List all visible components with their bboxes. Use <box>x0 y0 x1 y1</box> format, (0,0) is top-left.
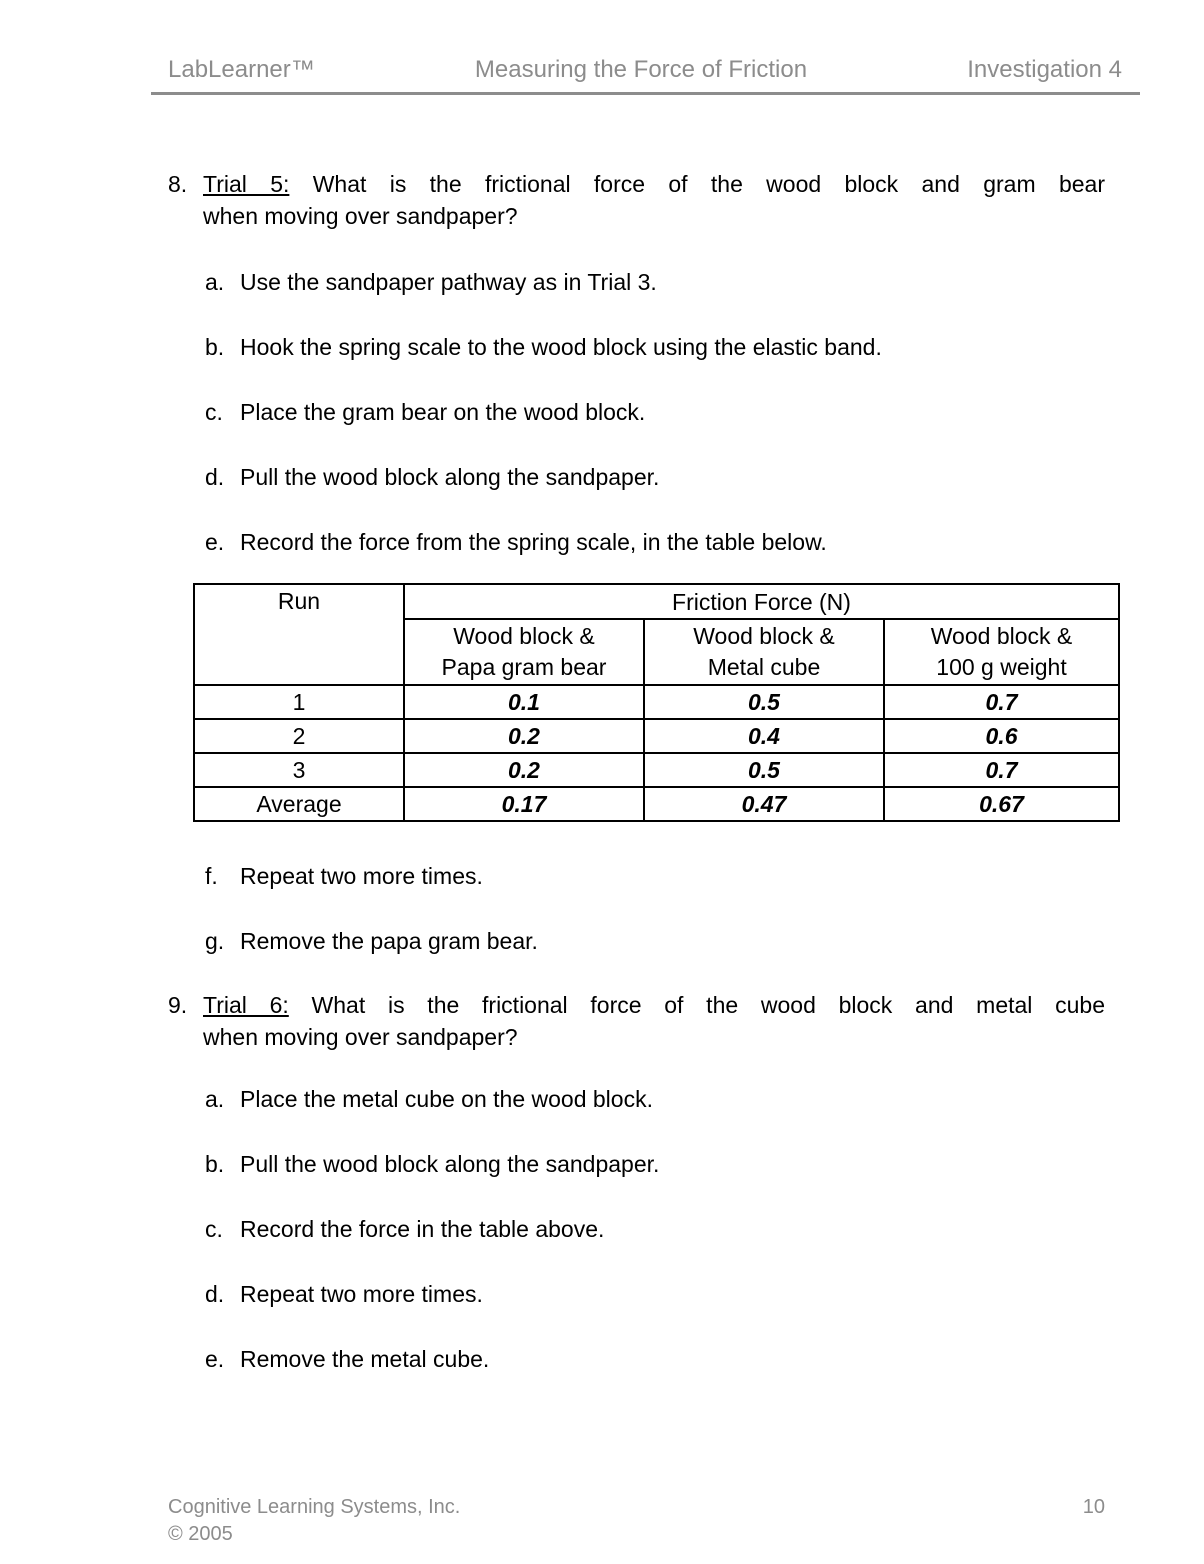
page-footer <box>168 1494 1105 1548</box>
step-9a <box>205 1083 1105 1115</box>
question-9-text <box>203 989 1105 1053</box>
question-9-trial-label: Trial 6: <box>203 992 289 1018</box>
step-9e-letter: e. <box>205 1346 225 1372</box>
step-8e-letter: e. <box>205 529 225 555</box>
question-8-steps <box>205 266 1105 558</box>
table-row-average <box>194 787 1119 821</box>
step-9b <box>205 1148 1105 1180</box>
table-header-col-100g-weight: Wood block & 100 g weight <box>884 619 1119 685</box>
step-9c-letter: c. <box>205 1216 223 1242</box>
question-8-line1: What is the frictional force of the wood block and gram bear <box>312 171 1105 197</box>
question-9-steps <box>205 1083 1105 1375</box>
question-8-line2: when moving over sandpaper? <box>203 203 518 229</box>
step-9b-text: Pull the wood block along the sandpaper. <box>240 1151 660 1177</box>
value-cell: 0.47 <box>644 787 884 821</box>
step-8d-text: Pull the wood block along the sandpaper. <box>240 464 660 490</box>
value-cell: 0.67 <box>884 787 1119 821</box>
friction-force-table <box>193 583 1120 822</box>
value-cell: 0.7 <box>884 685 1119 719</box>
investigation-label: Investigation 4 <box>967 56 1122 83</box>
value-cell: 0.2 <box>404 719 644 753</box>
page-number: 10 <box>1082 1496 1105 1518</box>
step-9d-text: Repeat two more times. <box>240 1281 483 1307</box>
question-8 <box>168 168 1105 232</box>
question-8-text <box>203 168 1105 232</box>
brand-label: LabLearner™ <box>168 56 315 83</box>
step-9c <box>205 1213 1105 1245</box>
run-label: Average <box>194 787 404 821</box>
step-8g-letter: g. <box>205 928 225 954</box>
step-9c-text: Record the force in the table above. <box>240 1216 605 1242</box>
footer-company: Cognitive Learning Systems, Inc. <box>168 1496 461 1518</box>
footer-copyright: © 2005 <box>168 1523 233 1545</box>
step-9a-letter: a. <box>205 1086 225 1112</box>
document-title: Measuring the Force of Friction <box>474 56 808 83</box>
question-8-steps-after-table <box>205 860 1105 957</box>
run-label: 3 <box>194 753 404 787</box>
step-8d-letter: d. <box>205 464 225 490</box>
table-row <box>194 719 1119 753</box>
page-content <box>168 168 1105 1375</box>
step-9e <box>205 1343 1105 1375</box>
step-8a-text: Use the sandpaper pathway as in Trial 3. <box>240 269 657 295</box>
step-9d-letter: d. <box>205 1281 225 1307</box>
step-8b-letter: b. <box>205 334 225 360</box>
step-8f <box>205 860 1105 892</box>
question-9 <box>168 989 1105 1053</box>
value-cell: 0.2 <box>404 753 644 787</box>
step-8g-text: Remove the papa gram bear. <box>240 928 538 954</box>
step-8g <box>205 925 1105 957</box>
table-header-col-metal-cube: Wood block & Metal cube <box>644 619 884 685</box>
step-9d <box>205 1278 1105 1310</box>
step-8a <box>205 266 1105 298</box>
step-8e <box>205 526 1105 558</box>
step-8e-text: Record the force from the spring scale, in the table below. <box>240 529 827 555</box>
value-cell: 0.6 <box>884 719 1119 753</box>
step-8d <box>205 461 1105 493</box>
value-cell: 0.5 <box>644 685 884 719</box>
step-8f-text: Repeat two more times. <box>240 863 483 889</box>
value-cell: 0.5 <box>644 753 884 787</box>
run-label: 2 <box>194 719 404 753</box>
table-header-run: Run <box>194 584 404 685</box>
step-8a-letter: a. <box>205 269 225 295</box>
page-header <box>151 56 1140 95</box>
step-8c <box>205 396 1105 428</box>
step-8c-text: Place the gram bear on the wood block. <box>240 399 646 425</box>
step-8c-letter: c. <box>205 399 223 425</box>
value-cell: 0.17 <box>404 787 644 821</box>
question-9-number: 9. <box>168 992 188 1018</box>
question-9-line1: What is the frictional force of the wood block and metal cube <box>311 992 1106 1018</box>
table-header-col-papa-gram-bear: Wood block & Papa gram bear <box>404 619 644 685</box>
step-9a-text: Place the metal cube on the wood block. <box>240 1086 653 1112</box>
value-cell: 0.4 <box>644 719 884 753</box>
step-8b <box>205 331 1105 363</box>
table-row <box>194 753 1119 787</box>
table-row <box>194 685 1119 719</box>
step-8b-text: Hook the spring scale to the wood block using the elastic band. <box>240 334 882 360</box>
question-9-line2: when moving over sandpaper? <box>203 1024 518 1050</box>
run-label: 1 <box>194 685 404 719</box>
step-9b-letter: b. <box>205 1151 225 1177</box>
step-8f-letter: f. <box>205 863 218 889</box>
question-8-number: 8. <box>168 171 188 197</box>
step-9e-text: Remove the metal cube. <box>240 1346 490 1372</box>
value-cell: 0.1 <box>404 685 644 719</box>
question-8-trial-label: Trial 5: <box>203 171 290 197</box>
value-cell: 0.7 <box>884 753 1119 787</box>
table-header-friction-force: Friction Force (N) <box>404 584 1119 619</box>
